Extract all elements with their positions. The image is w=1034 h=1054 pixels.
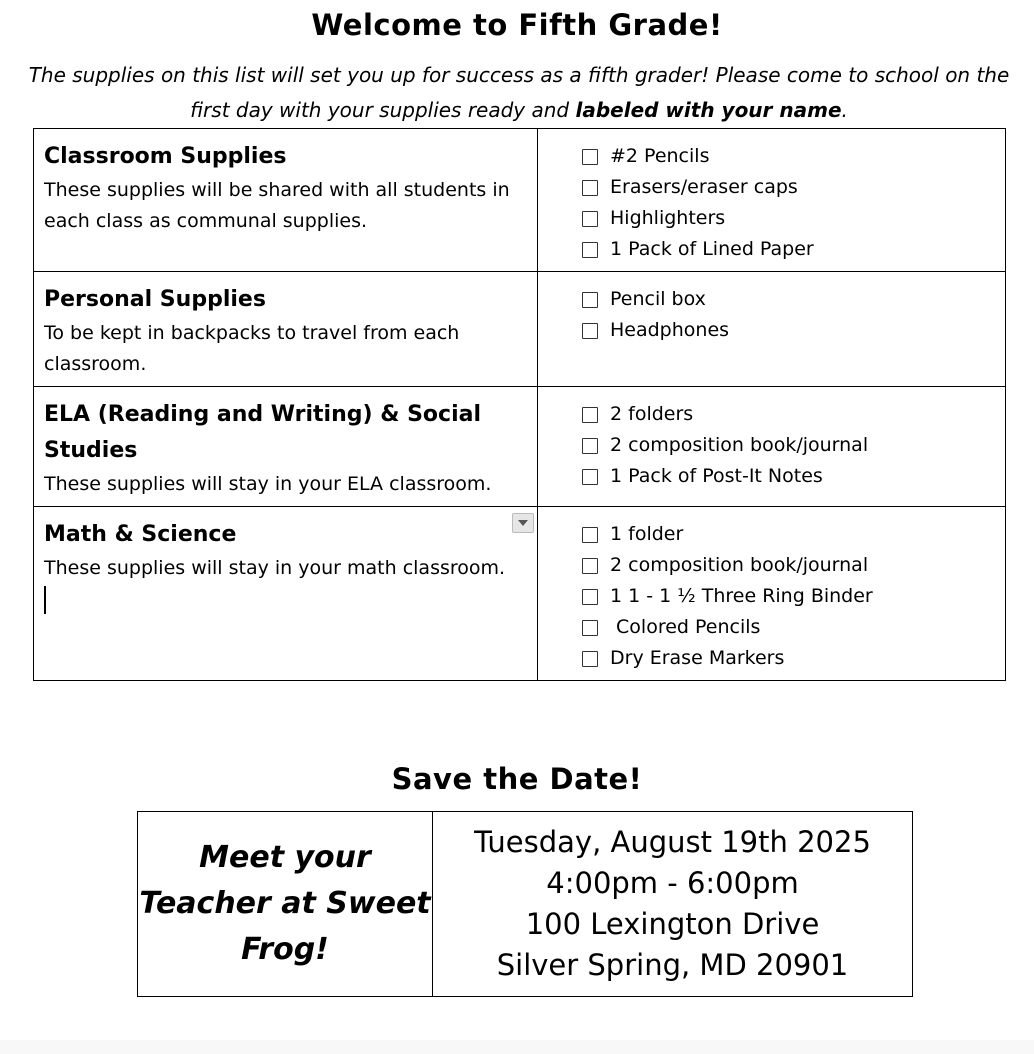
text-cursor [44,586,46,614]
item-label: Pencil box [610,288,706,310]
intro-bold: labeled with your name [575,98,842,122]
item-label: Erasers/eraser caps [610,176,798,198]
intro-text: The supplies on this list will set you up for success as a fifth grader! Please come to school on the first day with your supplies ready and [28,63,1010,122]
item-label: Dry Erase Markers [610,647,785,669]
checklist-item[interactable] [582,399,995,430]
item-label: 2 folders [610,403,694,425]
event-details-cell[interactable] [433,812,913,997]
supplies-row-classroom [34,129,1006,272]
intro-paragraph [20,58,1018,128]
event-name-line: Frog! [241,932,329,967]
checkbox-icon[interactable] [582,651,598,667]
category-description: These supplies will stay in your math classroom. [44,557,506,579]
item-label: Highlighters [610,207,726,229]
category-description: These supplies will be shared with all students in each class as communal supplies. [44,179,510,232]
category-title: ELA (Reading and Writing) & Social Studies [44,402,481,463]
category-description: To be kept in backpacks to travel from each classroom. [44,322,460,375]
checkbox-icon[interactable] [582,407,598,423]
event-date: Tuesday, August 19th 2025 [474,825,871,859]
checkbox-icon[interactable] [582,149,598,165]
intro-end: . [841,98,848,122]
item-label: 1 1 - 1 ½ Three Ring Binder [610,585,873,607]
checklist-cell [538,272,1006,387]
checklist-item[interactable] [582,315,995,346]
supplies-table [33,128,1006,681]
checkbox-icon[interactable] [582,469,598,485]
event-name-line: Meet your [199,840,371,875]
event-name-line: Teacher at Sweet [139,886,431,921]
checklist-item[interactable] [582,612,995,643]
checklist-item[interactable] [582,519,995,550]
category-description: These supplies will stay in your ELA classroom. [44,473,492,495]
checkbox-icon[interactable] [582,323,598,339]
checklist-cell [538,507,1006,681]
checklist-item[interactable] [582,141,995,172]
page-title: Welcome to Fifth Grade! [311,8,723,42]
checkbox-icon[interactable] [582,242,598,258]
checklist-item[interactable] [582,430,995,461]
event-address-line2: Silver Spring, MD 20901 [496,948,849,982]
supplies-row-personal [34,272,1006,387]
category-title: Math & Science [44,522,237,547]
category-cell[interactable] [34,507,538,681]
category-cell[interactable] [34,387,538,507]
item-label: 1 folder [610,523,684,545]
event-table [137,811,913,997]
checklist-item[interactable] [582,284,995,315]
item-label: 1 Pack of Lined Paper [610,238,814,260]
checklist-item[interactable] [582,234,995,265]
item-label: Colored Pencils [610,616,761,638]
item-label: #2 Pencils [610,145,710,167]
checklist-item[interactable] [582,643,995,674]
supplies-row-ela [34,387,1006,507]
checkbox-icon[interactable] [582,211,598,227]
checklist-item[interactable] [582,461,995,492]
event-address-line1: 100 Lexington Drive [525,907,820,941]
category-cell[interactable] [34,129,538,272]
checklist-item[interactable] [582,581,995,612]
checkbox-icon[interactable] [582,527,598,543]
item-label: 1 Pack of Post-It Notes [610,465,823,487]
category-title: Classroom Supplies [44,144,287,169]
item-label: Headphones [610,319,730,341]
checkbox-icon[interactable] [582,438,598,454]
checkbox-icon[interactable] [582,620,598,636]
item-label: 2 composition book/journal [610,434,869,456]
checklist-item[interactable] [582,172,995,203]
cell-dropdown-icon[interactable] [512,513,534,533]
category-cell[interactable] [34,272,538,387]
checkbox-icon[interactable] [582,292,598,308]
checkbox-icon[interactable] [582,589,598,605]
supplies-row-math [34,507,1006,681]
checkbox-icon[interactable] [582,558,598,574]
checklist-item[interactable] [582,550,995,581]
save-the-date-heading: Save the Date! [391,762,643,796]
checklist-cell [538,387,1006,507]
checkbox-icon[interactable] [582,180,598,196]
checklist-item[interactable] [582,203,995,234]
checklist-cell [538,129,1006,272]
event-name-cell[interactable] [138,812,433,997]
event-time: 4:00pm - 6:00pm [546,866,799,900]
item-label: 2 composition book/journal [610,554,869,576]
category-title: Personal Supplies [44,287,266,312]
